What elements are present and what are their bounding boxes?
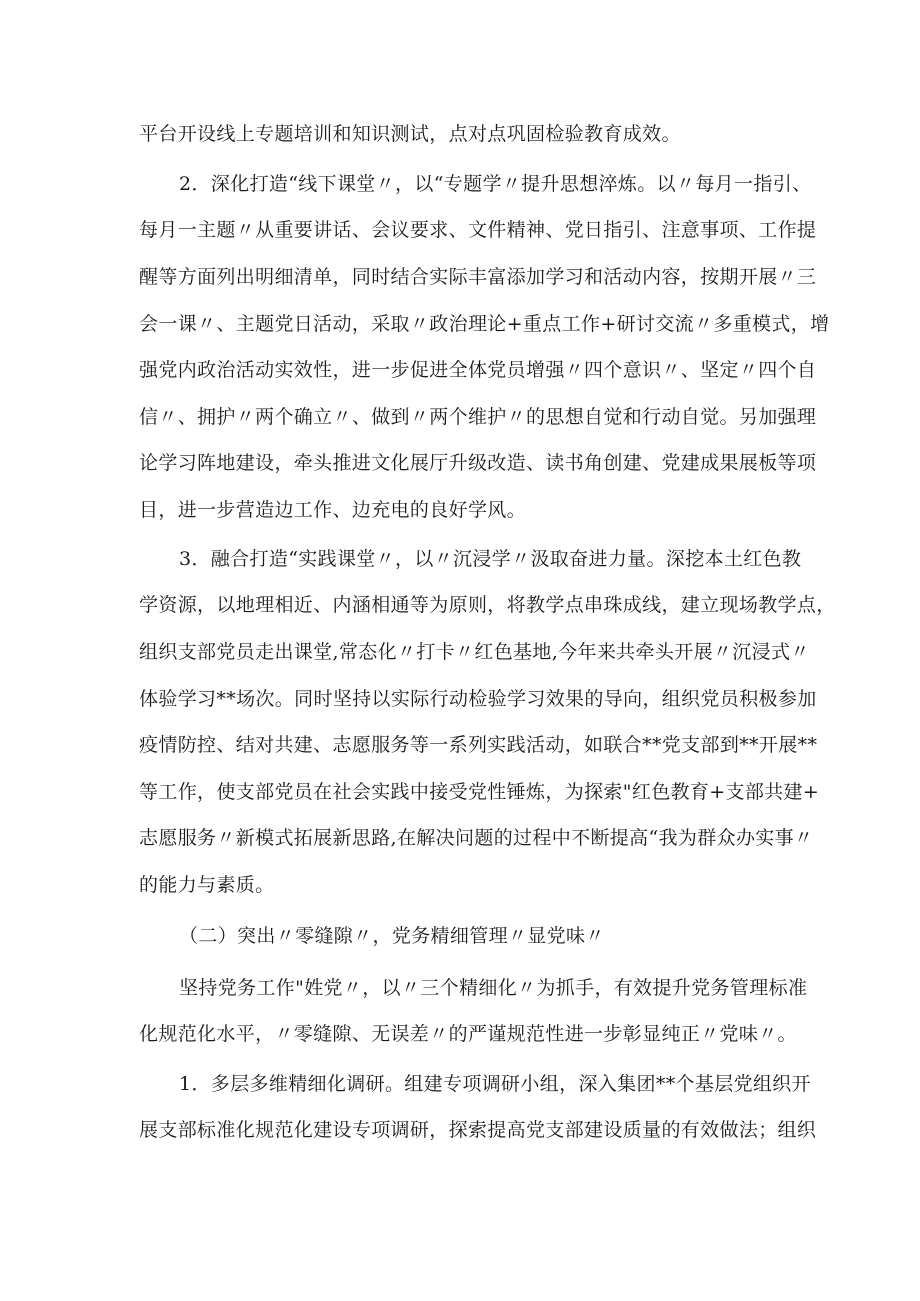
text-line-20: 化规范化水平，〃零缝隙、无误差〃的严谨规范性进一步彰显纯正〃党味〃。 <box>139 1023 797 1045</box>
section-heading: （二）突出〃零缝隙〃，党务精细管理〃显党味〃 <box>179 925 605 947</box>
text-line-3: 每月一主题〃从重要讲话、会议要求、文件精神、党日指引、注意事项、工作提 <box>139 219 817 241</box>
text-line-15: 等工作，使支部党员在社会实践中接受党性锤炼，为探索"红色教育+支部共建+ <box>139 781 820 803</box>
text-line-14: 疫情防控、结对共建、志愿服务等一系列实践活动，如联合**党支部到**开展** <box>139 734 818 756</box>
text-line-8: 论学习阵地建设，牵头推进文化展厅升级改造、读书角创建、党建成果展板等项 <box>139 452 817 474</box>
text-line-5: 会一课〃、主题党日活动，采取〃政治理论+重点工作+研讨交流〃多重模式，增 <box>139 313 830 335</box>
text-line-2: 2．深化打造“线下课堂〃，以“专题学〃提升思想淬炼。以〃每月一指引、 <box>179 173 812 195</box>
text-line-9: 目，进一步营造边工作、边充电的良好学风。 <box>139 499 527 521</box>
text-line-10: 3．融合打造“实践课堂〃，以〃沉浸学〃汲取奋进力量。深挖本土红色教 <box>179 548 802 570</box>
text-line-16: 志愿服务〃新模式拓展新思路,在解决问题的过程中不断提高“我为群众办实事〃 <box>139 827 814 849</box>
text-line-11: 学资源，以地理相近、内涵相通等为原则，将教学点串珠成线，建立现场教学点， <box>139 594 836 616</box>
text-line-7: 信〃、拥护〃两个确立〃、做到〃两个维护〃的思想自觉和行动自觉。另加强理 <box>139 406 817 428</box>
text-line-13: 体验学习**场次。同时坚持以实际行动检验学习效果的导向，组织党员积极参加 <box>139 688 817 710</box>
text-line-4: 醒等方面列出明细清单，同时结合实际丰富添加学习和活动内容，按期开展〃三 <box>139 266 817 288</box>
text-line-12: 组织支部党员走出课堂,常态化〃打卡〃红色基地,今年来共牵头开展〃沉浸式〃 <box>139 641 810 663</box>
text-line-21: 1．多层多维精细化调研。组建专项调研小组，深入集团**个基层党组织开 <box>179 1073 811 1095</box>
text-line-22: 展支部标准化规范化建设专项调研，探索提高党支部建设质量的有效做法；组织 <box>139 1119 817 1141</box>
text-line-19: 坚持党务工作"姓党〃，以〃三个精细化〃为抓手，有效提升党务管理标准 <box>179 977 808 999</box>
text-line-17: 的能力与素质。 <box>139 874 275 896</box>
text-line-6: 强党内政治活动实效性，进一步促进全体党员增强〃四个意识〃、坚定〃四个自 <box>139 359 817 381</box>
text-line-1: 平台开设线上专题培训和知识测试，点对点巩固检验教育成效。 <box>139 123 681 145</box>
